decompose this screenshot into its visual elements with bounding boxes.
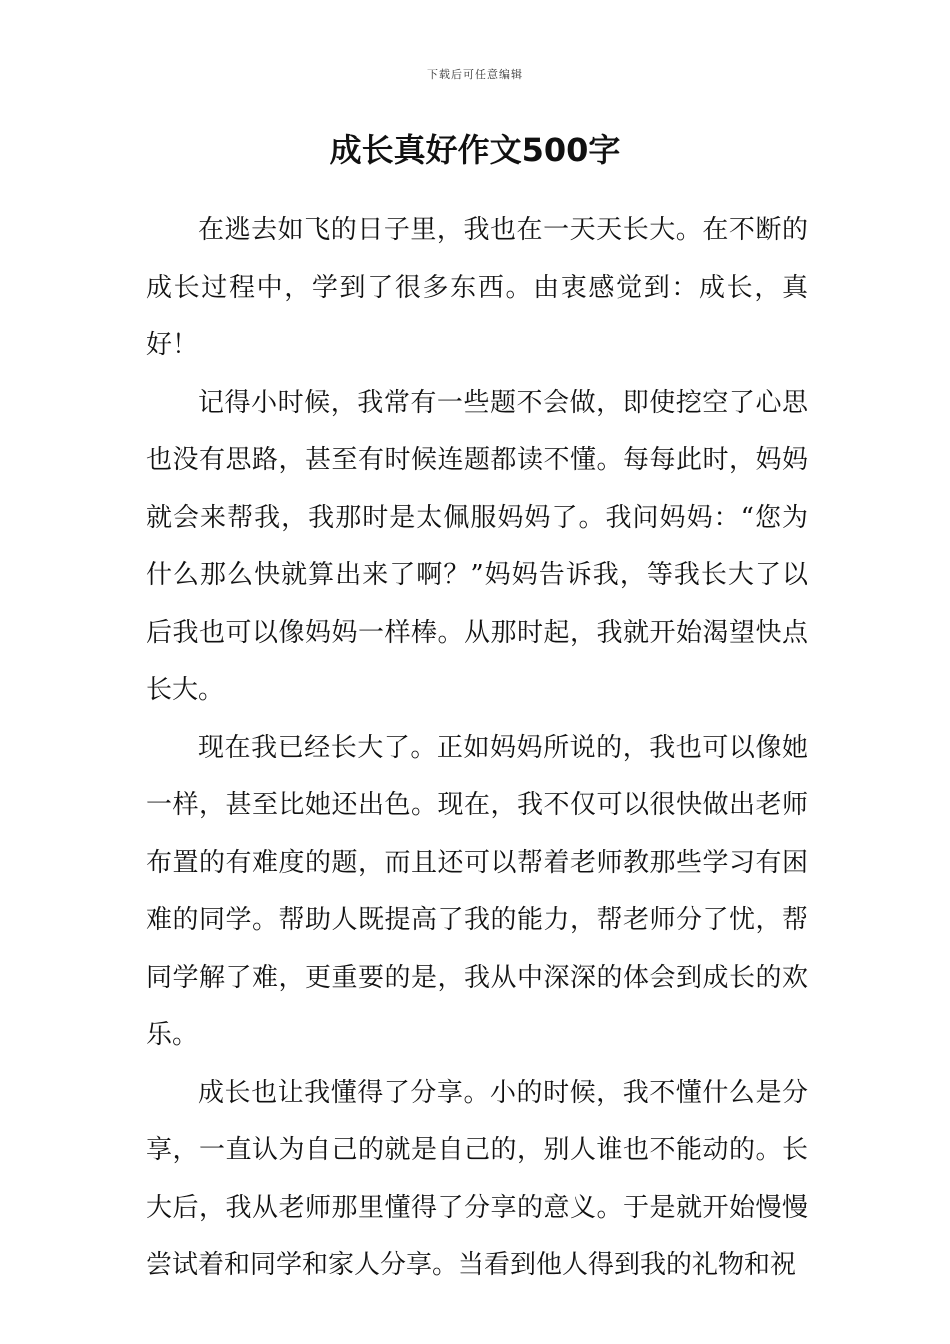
document-body (146, 202, 808, 1295)
paragraph: 现在我已经长大了。正如妈妈所说的，我也可以像她一样，甚至比她还出色。现在，我不仅可以很快做出老师布置的有难度的题，而且还可以帮着老师教那些学习有困难的同学。帮助人既提高了我的能力，帮老师分了忧，帮同学解了难，更重要的是，我从中深深的体会到成长的欢乐。 (146, 732, 808, 1050)
header-note: 下载后可任意编辑 (427, 68, 523, 81)
paragraph: 在逃去如飞的日子里，我也在一天天长大。在不断的成长过程中，学到了很多东西。由衷感觉到：成长，真好！ (146, 215, 808, 360)
paragraph: 成长也让我懂得了分享。小的时候，我不懂什么是分享，一直认为自己的就是自己的，别人谁也不能动的。长大后，我从老师那里懂得了分享的意义。于是就开始慢慢尝试着和同学和家人分享。当看到他人得到我的礼物和祝 (146, 1077, 808, 1280)
paragraph: 记得小时候，我常有一些题不会做，即使挖空了心思也没有思路，甚至有时候连题都读不懂。每每此时，妈妈就会来帮我，我那时是太佩服妈妈了。我问妈妈：“您为什么那么快就算出来了啊？”妈妈告诉我，等我长大了以后我也可以像妈妈一样棒。从那时起，我就开始渴望快点长大。 (146, 387, 808, 705)
document-title: 成长真好作文500字 (329, 131, 621, 169)
